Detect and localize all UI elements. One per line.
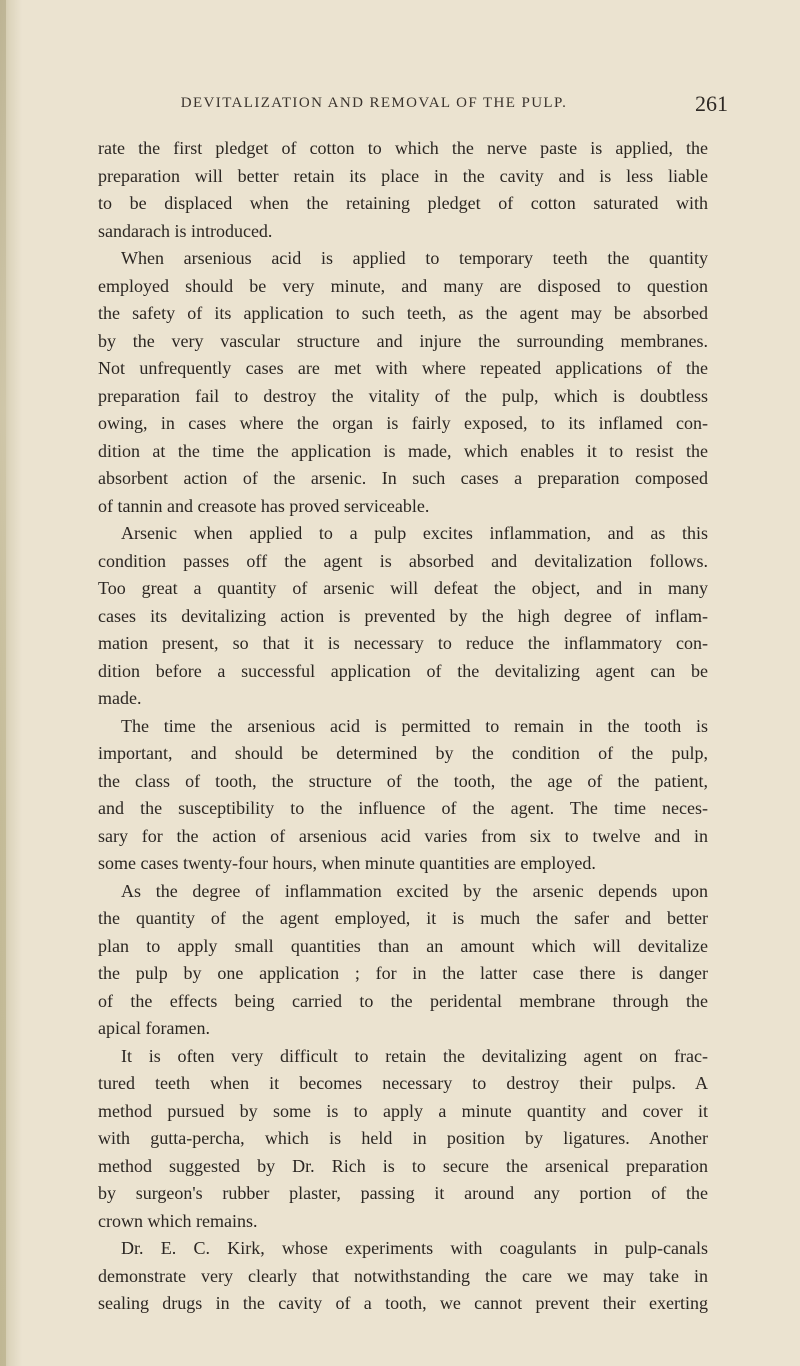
- text-line: demonstrate very clearly that notwithstanding the care we may take in: [98, 1265, 708, 1286]
- text-line: to be displaced when the retaining pledget of cotton saturated with: [98, 193, 708, 213]
- text-line: sandarach is introduced.: [98, 220, 273, 241]
- text-line: by the very vascular structure and injure the surrounding membranes.: [98, 330, 708, 351]
- text-line: sealing drugs in the cavity of a tooth, we cannot prevent their exerting: [98, 1293, 708, 1313]
- text-line: It is often very difficult to retain the devitalizing agent on frac-: [121, 1045, 708, 1066]
- text-line: of tannin and creasote has proved serviceable.: [98, 495, 430, 516]
- text-line: dition before a successful application of the devitalizing agent can be: [98, 660, 708, 681]
- text-line: cases its devitalizing action is prevented by the high degree of inflam-: [98, 605, 708, 626]
- text-line: important, and should be determined by the condition of the pulp,: [98, 743, 708, 763]
- text-line: method pursued by some is to apply a minute quantity and cover it: [98, 1100, 708, 1121]
- body-text: [98, 135, 708, 1318]
- text-line: apical foramen.: [98, 1018, 210, 1038]
- text-line: the pulp by one application ; for in the latter case there is danger: [98, 963, 708, 983]
- text-line: mation present, so that it is necessary to reduce the inflammatory con-: [98, 633, 708, 653]
- text-line: Dr. E. C. Kirk, whose experiments with coagulants in pulp-canals: [121, 1238, 708, 1258]
- text-line: sary for the action of arsenious acid varies from six to twelve and in: [98, 825, 708, 846]
- text-line: absorbent action of the arsenic. In such cases a preparation composed: [98, 468, 708, 488]
- running-header: [100, 91, 728, 119]
- text-line: owing, in cases where the organ is fairly exposed, to its inflamed con-: [98, 413, 708, 433]
- text-line: the quantity of the agent employed, it is much the safer and better: [98, 908, 708, 928]
- text-line: rate the first pledget of cotton to which the nerve paste is applied, the: [98, 138, 708, 158]
- text-line: of the effects being carried to the peridental membrane through the: [98, 990, 708, 1011]
- text-line: preparation fail to destroy the vitality of the pulp, which is doubtless: [98, 385, 708, 406]
- text-line: some cases twenty-four hours, when minute quantities are employed.: [98, 853, 596, 873]
- text-line: crown which remains.: [98, 1210, 258, 1231]
- text-line: dition at the time the application is made, which enables it to resist the: [98, 440, 708, 461]
- text-line: employed should be very minute, and many are disposed to question: [98, 275, 708, 296]
- text-line: method suggested by Dr. Rich is to secure the arsenical preparation: [98, 1155, 708, 1176]
- text-line: plan to apply small quantities than an amount which will devitalize: [98, 935, 708, 956]
- text-line: Not unfrequently cases are met with where repeated applications of the: [98, 358, 708, 378]
- running-title: DEVITALIZATION AND REMOVAL OF THE PULP.: [180, 95, 568, 111]
- text-line: As the degree of inflammation excited by the arsenic depends upon: [121, 880, 708, 901]
- text-line: and the susceptibility to the influence of the agent. The time neces-: [98, 798, 708, 818]
- text-line: Arsenic when applied to a pulp excites inflammation, and as this: [121, 523, 708, 543]
- text-line: the safety of its application to such teeth, as the agent may be absorbed: [98, 303, 708, 323]
- page-gutter-shadow: [0, 0, 22, 1366]
- text-line: The time the arsenious acid is permitted to remain in the tooth is: [121, 715, 708, 736]
- text-line: When arsenious acid is applied to temporary teeth the quantity: [121, 248, 708, 268]
- text-line: made.: [98, 688, 142, 708]
- text-line: Too great a quantity of arsenic will defeat the object, and in many: [98, 578, 708, 598]
- text-line: condition passes off the agent is absorbed and devitalization follows.: [98, 550, 708, 571]
- text-line: with gutta-percha, which is held in position by ligatures. Another: [98, 1128, 708, 1148]
- text-line: the class of tooth, the structure of the tooth, the age of the patient,: [98, 770, 708, 791]
- text-line: tured teeth when it becomes necessary to destroy their pulps. A: [98, 1073, 708, 1093]
- text-line: preparation will better retain its place in the cavity and is less liable: [98, 165, 708, 186]
- page-number: 261: [695, 91, 728, 116]
- text-line: by surgeon's rubber plaster, passing it around any portion of the: [98, 1183, 708, 1203]
